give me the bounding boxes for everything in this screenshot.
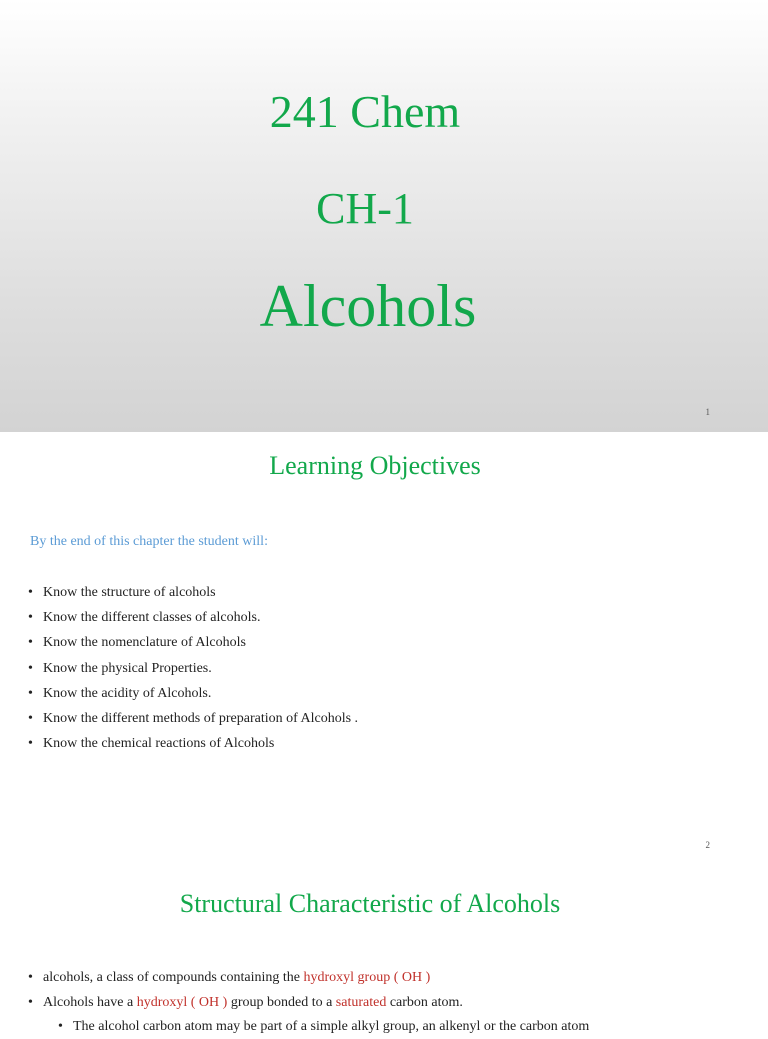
list-item: • Know the different classes of alcohols. bbox=[28, 605, 358, 630]
topic-title: Alcohols bbox=[259, 273, 477, 339]
highlight-term: hydroxyl group ( OH ) bbox=[303, 970, 431, 985]
highlight-term: hydroxyl ( OH ) bbox=[136, 995, 228, 1011]
list-item: • Know the physical Properties. bbox=[28, 656, 358, 681]
bullet-text: group bonded to a bbox=[227, 995, 336, 1011]
page-number: 1 bbox=[705, 407, 710, 417]
list-item: • Know the acidity of Alcohols. bbox=[28, 681, 358, 706]
intro-text: By the end of this chapter the student will: bbox=[30, 534, 268, 549]
highlight-term: saturated bbox=[335, 995, 387, 1011]
course-title: 241 Chem bbox=[269, 86, 461, 137]
bullet-text: Alcohols have a bbox=[43, 995, 137, 1011]
structure-slide bbox=[0, 864, 768, 1034]
list-item bbox=[28, 965, 463, 990]
chapter-label: CH-1 bbox=[316, 184, 414, 233]
list-item: • Know the structure of alcohols bbox=[28, 580, 358, 605]
list-item: • Know the nomenclature of Alcohols bbox=[28, 630, 358, 655]
objectives-slide bbox=[0, 432, 768, 864]
structure-list bbox=[28, 965, 463, 1015]
title-slide bbox=[0, 0, 768, 432]
list-item: • Know the chemical reactions of Alcohols bbox=[28, 731, 358, 756]
bullet-text: alcohols, a class of compounds containing the bbox=[43, 970, 304, 985]
bullet-text: carbon atom. bbox=[386, 995, 463, 1011]
objectives-list bbox=[28, 580, 358, 756]
list-item: • Know the different methods of preparation of Alcohols . bbox=[28, 706, 358, 731]
slide-title: Learning Objectives bbox=[269, 451, 481, 480]
list-item bbox=[28, 990, 463, 1015]
page-number: 2 bbox=[705, 840, 710, 850]
sub-bullet: • The alcohol carbon atom may be part of a simple alkyl group, an alkenyl or the carbon atom bbox=[58, 1014, 589, 1039]
slide-title: Structural Characteristic of Alcohols bbox=[179, 889, 561, 918]
